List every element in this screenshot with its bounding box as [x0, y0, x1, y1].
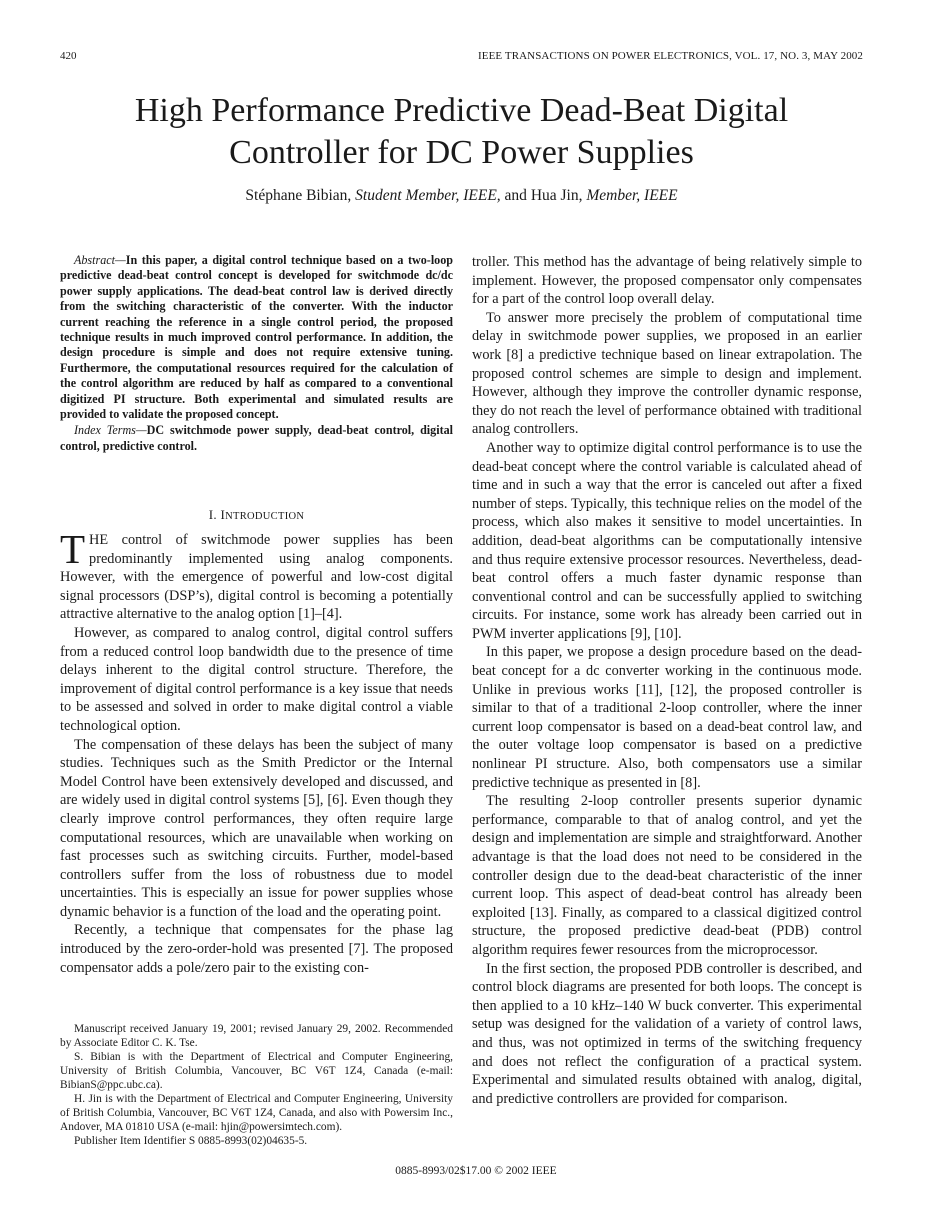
abstract: [60, 253, 453, 454]
right-paragraph-3: In this paper, we propose a design procedure based on the dead-beat concept for a dc converter working in the continuous mode. Unlike in previous works [11], [12], the proposed controller is similar to that of a traditional 2-loop controller, where the inner current loop compensator is based on a dead-beat control law, and the outer voltage loop compensator is based on a predictive nonlinear PI structure. Also, both compensators use a similar predictive technique as presented in [8].: [472, 644, 862, 791]
section-title-rest: NTRODUCTION: [225, 511, 305, 522]
author-line: Stéphane Bibian, Student Member, IEEE, and Hua Jin, Member, IEEE: [245, 187, 678, 204]
title-line-2: Controller for DC Power Supplies: [229, 134, 694, 171]
abstract-paragraph: [60, 253, 453, 422]
page-number: 420: [60, 50, 77, 62]
index-terms-text: DC switchmode power supply, dead-beat control, digital control, predictive control.: [60, 423, 454, 453]
author-2: Hua Jin: [530, 187, 579, 204]
section-heading: [60, 507, 453, 523]
intro-paragraph-3: The compensation of these delays has been the subject of many studies. Techniques such as the Smith Predictor or the Internal Model Control have been extensively developed and discussed, and are widely used in digital control systems [5], [6]. Even though they clearly improve control performances, they often require large computational resources, which are unavailable when working on fast processes such as switching circuits. Further, model-based controllers suffer from the loss of robustness due to model uncertainties. This is especially an issue for power supplies whose dynamic behavior is a function of the load and the operating point.: [60, 736, 453, 920]
author-1-role: Student Member, IEEE,: [355, 187, 501, 204]
intro-paragraph-1: [60, 526, 453, 624]
footnote-author-2: H. Jin is with the Department of Electrical and Computer Engineering, University of British Columbia, Vancouver, BC V6T 1Z4, Canada, and also with Powersim Inc., Andover, MA 01810 USA (e-mail: hjin@powersimtech.com).: [60, 1093, 453, 1133]
right-paragraph-1: To answer more precisely the problem of computational time delay in switchmode power supplies, we proposed in an earlier work [8] a predictive technique based on linear extrapolation. The proposed control schemes are simple to design and implement. However, although they improve the controller dynamic response, they do not reach the level of performance obtained with traditional analog controllers.: [472, 309, 862, 438]
intro-paragraph-1-text: HE control of switchmode power supplies has been predominantly implemented using analog components. However, with the emergence of powerful and low-cost digital signal processors (DSP’s), digital control is becoming a potentially attractive alternative to the analog option [1]–[4].: [60, 532, 453, 623]
abstract-text: In this paper, a digital control technique based on a two-loop predictive dead-beat control concept is developed for switchmode dc/dc power supply applications. The dead-beat control law is derived directly from the switching characteristic of the converter. With the inductor current reaching the reference in a single control period, the proposed technique results in much improved control performance. In addition, the design procedure is simple and does not require extensive tuning. Furthermore, the computational resources required for the calculation of the control algorithm are reduced by half as compared to a conventional digitized PI structure. Both experimental and simulated results are provided to validate the proposed concept.: [60, 253, 453, 422]
index-terms: [60, 423, 453, 454]
right-paragraph-4: The resulting 2-loop controller presents superior dynamic performance, comparable to that of analog control, and yet the design and implementation are simple and straightforward. Another advantage is that the load does not need to be considered in the controller design due to the dead-beat characteristic of the inner current loop. This aspect of dead-beat control has already been exploited [13]. Finally, as compared to a classical digitized control structure, the proposed predictive dead-beat (PDB) control algorithm requires fewer resources from the microprocessor.: [472, 793, 862, 958]
index-terms-label: Index Terms—: [74, 423, 147, 438]
abstract-label: Abstract—: [74, 253, 126, 267]
title-line-1: High Performance Predictive Dead-Beat Digital: [134, 92, 789, 129]
introduction-right: [472, 253, 862, 1108]
footnote-author-1: S. Bibian is with the Department of Electrical and Computer Engineering, University of British Columbia, Vancouver, BC V6T 1Z4, Canada (e-mail: BibianS@ppc.ubc.ca).: [60, 1051, 453, 1091]
paper-title: [60, 90, 863, 174]
journal-header: IEEE TRANSACTIONS ON POWER ELECTRONICS, VOL. 17, NO. 3, MAY 2002: [478, 50, 863, 62]
section-number: I.: [208, 507, 217, 522]
footnote-manuscript: Manuscript received January 19, 2001; revised January 29, 2002. Recommended by Associate Editor C. K. Tse.: [60, 1023, 453, 1049]
right-paragraph-0: troller. This method has the advantage of being relatively simple to implement. However, the proposed compensator only compensates for a part of the control loop overall delay.: [472, 254, 862, 308]
footnote-publisher-id: Publisher Item Identifier S 0885-8993(02)04635-5.: [74, 1135, 308, 1147]
drop-cap: T: [60, 526, 86, 572]
introduction-left: [60, 526, 453, 977]
footnotes: [60, 1022, 453, 1148]
author-2-role: Member, IEEE: [586, 187, 678, 204]
intro-paragraph-4: Recently, a technique that compensates for the phase lag introduced by the zero-order-hold was presented [7]. The proposed compensator adds a pole/zero pair to the existing con-: [60, 922, 453, 976]
intro-paragraph-2: However, as compared to analog control, digital control suffers from a reduced control loop bandwidth due to the presence of time delays inherent to the digital control structure. Therefore, the improvement of digital control performance is a key issue that needs to be assessed and solved in order to make digital control a viable technological option.: [60, 624, 453, 734]
right-paragraph-5: In the first section, the proposed PDB controller is described, and control block diagrams are presented for both loops. The concept is then applied to a 10 kHz–140 W buck converter. This experimental setup was designed for the validation of a variety of control laws, and thus, was not optimized in terms of the switching frequency and does not reflect the configuration of a practical system. Experimental and simulated results obtained with analog, digital, and predictive controllers are provided for comparison.: [472, 960, 862, 1107]
author-conjunction: and: [504, 187, 527, 204]
author-1: Stéphane Bibian: [245, 187, 348, 204]
copyright-line: 0885-8993/02$17.00 © 2002 IEEE: [395, 1165, 557, 1177]
right-paragraph-2: Another way to optimize digital control performance is to use the dead-beat concept where the control variable is calculated ahead of time and in such a way that the error is canceled out after a fixed number of steps. Typically, this technique relies on the model of the process, which also makes it sensitive to model uncertainties. In addition, dead-beat algorithms can be computationally intensive and thus require extensive processor resources. Nevertheless, dead-beat control offers a much faster dynamic response than conventional control and can be successfully applied to switching circuits. For instance, some work has already been carried out in PWM inverter applications [9], [10].: [472, 439, 862, 642]
section-title-cap: I: [220, 507, 226, 522]
